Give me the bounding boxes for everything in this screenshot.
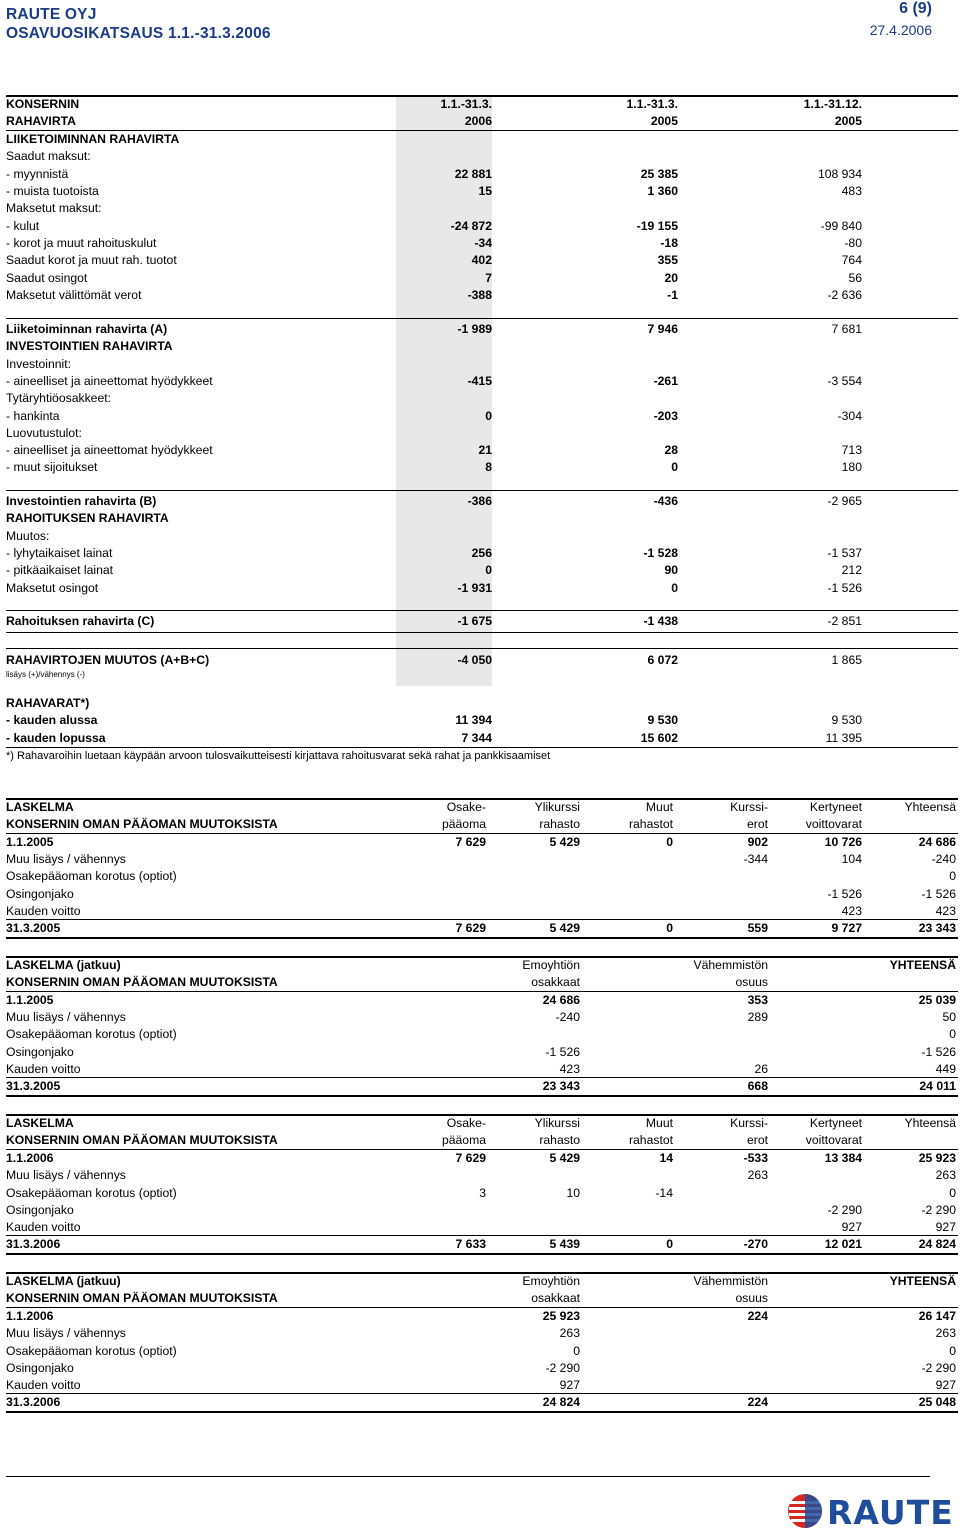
cashflow-row: - hankinta 0 -203 -304 (6, 409, 862, 423)
cashflow-subtotal-row: Rahoituksen rahavirta (C) -1 675 -1 438 -2 851 (6, 614, 862, 628)
minority-bottom-rule (6, 1095, 958, 1097)
minority-row: 1.1.2006 25 923 224 26 147 (6, 1309, 956, 1323)
cashflow-row: Tytäryhtiöosakkeet: (6, 391, 111, 405)
minority-row: Osingonjako -1 526 -1 526 (6, 1045, 956, 1059)
cashflow-row: Luovutustulot: (6, 426, 82, 440)
minority-row: Osakepääoman korotus (optiot) 0 0 (6, 1344, 956, 1358)
subtotal-rule (6, 490, 958, 491)
company-name: RAUTE OYJ (6, 6, 97, 23)
equity-row: Osingonjako -2 290 -2 290 (6, 1203, 956, 1217)
equity-row: Kauden voitto 927 927 (6, 1220, 956, 1234)
raute-logo-mark-icon (787, 1493, 823, 1529)
cashflow-row: Maksetut osingot -1 931 0 -1 526 (6, 581, 862, 595)
equity-row: 1.1.2005 7 629 5 429 0 902 10 726 24 686 (6, 835, 956, 849)
report-title: OSAVUOSIKATSAUS 1.1.-31.3.2006 (6, 25, 271, 42)
subtotal-rule (6, 318, 958, 319)
minority-row: Osakepääoman korotus (optiot) 0 (6, 1027, 956, 1041)
subtotal-rule (6, 648, 958, 649)
minority-total-row: 31.3.2005 23 343 668 24 011 (6, 1079, 956, 1093)
equity-row: Osakepääoman korotus (optiot) 0 (6, 869, 956, 883)
cashflow-row: Maksetut maksut: (6, 201, 102, 215)
cashflow-subtotal-row: Liiketoiminnan rahavirta (A) -1 989 7 946 7 681 (6, 322, 862, 336)
minority-row: Osingonjako -2 290 -2 290 (6, 1361, 956, 1375)
equity-header-row-2: KONSERNIN OMAN PÄÄOMAN MUUTOKSISTA pääoma rahasto rahastot erot voittovarat (6, 817, 862, 831)
cashflow-row: Maksetut välittömät verot -388 -1 -2 636 (6, 288, 862, 302)
equity-row: Kauden voitto 423 423 (6, 904, 956, 918)
cashflow-header-row-1: KONSERNIN 1.1.-31.3. 1.1.-31.3. 1.1.-31.12. (6, 97, 862, 111)
subtotal-rule (6, 610, 958, 611)
minority-row: Muu lisäys / vähennys -240 289 50 (6, 1010, 956, 1024)
cashflow-subtotal-row: Investointien rahavirta (B) -386 -436 -2 965 (6, 494, 862, 508)
cashflow-row: - muista tuotoista 15 1 360 483 (6, 184, 862, 198)
cashflow-row: RAHAVARAT*) (6, 696, 90, 710)
equity-row: Muu lisäys / vähennys 263 263 (6, 1168, 956, 1182)
equity-row: Muu lisäys / vähennys -344 104 -240 (6, 852, 956, 866)
minority-header-row-1: LASKELMA (jatkuu) Emoyhtiön Vähemmistön YHTEENSÄ (6, 1274, 956, 1288)
cashflow-row: LIIKETOIMINNAN RAHAVIRTA (6, 132, 180, 146)
equity-header-row-1: LASKELMA Osake- Ylikurssi Muut Kurssi- Kertyneet Yhteensä (6, 800, 956, 814)
minority-total-row: 31.3.2006 24 824 224 25 048 (6, 1395, 956, 1409)
equity-row: Osingonjako -1 526 -1 526 (6, 887, 956, 901)
cashflow-row: - korot ja muut rahoituskulut -34 -18 -80 (6, 236, 862, 250)
cashflow-row: - lyhytaikaiset lainat 256 -1 528 -1 537 (6, 546, 862, 560)
cashflow-note: lisäys (+)/vähennys (-) (6, 670, 85, 679)
cashflow-row: - kauden alussa 11 394 9 530 9 530 (6, 713, 862, 727)
cashflow-row: Investoinnit: (6, 357, 72, 371)
cashflow-footnote: *) Rahavaroihin luetaan käypään arvoon tulosvaikutteisesti kirjattava rahoitusvarat sekä rahat ja pankkisaamiset (6, 750, 551, 762)
report-date: 27.4.2006 (869, 22, 932, 38)
subtotal-rule (6, 632, 958, 633)
equity-header-row-2: KONSERNIN OMAN PÄÄOMAN MUUTOKSISTA pääoma rahasto rahastot erot voittovarat (6, 1133, 862, 1147)
minority-row: 1.1.2005 24 686 353 25 039 (6, 993, 956, 1007)
minority-row: Kauden voitto 927 927 (6, 1378, 956, 1392)
equity-bottom-rule (6, 937, 958, 939)
cashflow-row: - muut sijoitukset 8 0 180 (6, 460, 862, 474)
cashflow-row: Saadut maksut: (6, 149, 91, 163)
equity-total-row: 31.3.2006 7 633 5 439 0 -270 12 021 24 824 (6, 1237, 956, 1251)
minority-header-row-1: LASKELMA (jatkuu) Emoyhtiön Vähemmistön YHTEENSÄ (6, 958, 956, 972)
cashflow-row: - myynnistä 22 881 25 385 108 934 (6, 167, 862, 181)
cashflow-row: - kulut -24 872 -19 155 -99 840 (6, 219, 862, 233)
raute-logo (787, 1493, 954, 1532)
minority-header-row-2: KONSERNIN OMAN PÄÄOMAN MUUTOKSISTA osakkaat osuus (6, 1291, 768, 1305)
minority-row: Muu lisäys / vähennys 263 263 (6, 1326, 956, 1340)
minority-row: Kauden voitto 423 26 449 (6, 1062, 956, 1076)
cashflow-row: INVESTOINTIEN RAHAVIRTA (6, 339, 173, 353)
cashflow-row: Saadut korot ja muut rah. tuotot 402 355 764 (6, 253, 862, 267)
cashflow-row: - kauden lopussa 7 344 15 602 11 395 (6, 731, 862, 745)
equity-header-row-1: LASKELMA Osake- Ylikurssi Muut Kurssi- Kertyneet Yhteensä (6, 1116, 956, 1130)
footer-rule (6, 1476, 930, 1477)
cashflow-row: RAHOITUKSEN RAHAVIRTA (6, 511, 169, 525)
equity-total-row: 31.3.2005 7 629 5 429 0 559 9 727 23 343 (6, 921, 956, 935)
equity-row: Osakepääoman korotus (optiot) 3 10 -14 0 (6, 1186, 956, 1200)
cashflow-row: Muutos: (6, 529, 50, 543)
raute-logo-text: RAUTE (827, 1493, 954, 1532)
minority-header-row-2: KONSERNIN OMAN PÄÄOMAN MUUTOKSISTA osakkaat osuus (6, 975, 768, 989)
cashflow-row: - aineelliset ja aineettomat hyödykkeet 21 28 713 (6, 443, 862, 457)
cashflow-header-row-2: RAHAVIRTA 2006 2005 2005 (6, 114, 862, 128)
cashflow-row: - aineelliset ja aineettomat hyödykkeet -415 -261 -3 554 (6, 374, 862, 388)
equity-row: 1.1.2006 7 629 5 429 14 -533 13 384 25 923 (6, 1151, 956, 1165)
equity-bottom-rule (6, 1253, 958, 1255)
cashflow-row: - pitkäaikaiset lainat 0 90 212 (6, 563, 862, 577)
page-number: 6 (9) (899, 0, 932, 17)
cashflow-total-row: RAHAVIRTOJEN MUUTOS (A+B+C) -4 050 6 072 1 865 (6, 653, 862, 667)
minority-bottom-rule (6, 1411, 958, 1413)
cashflow-row: Saadut osingot 7 20 56 (6, 271, 862, 285)
